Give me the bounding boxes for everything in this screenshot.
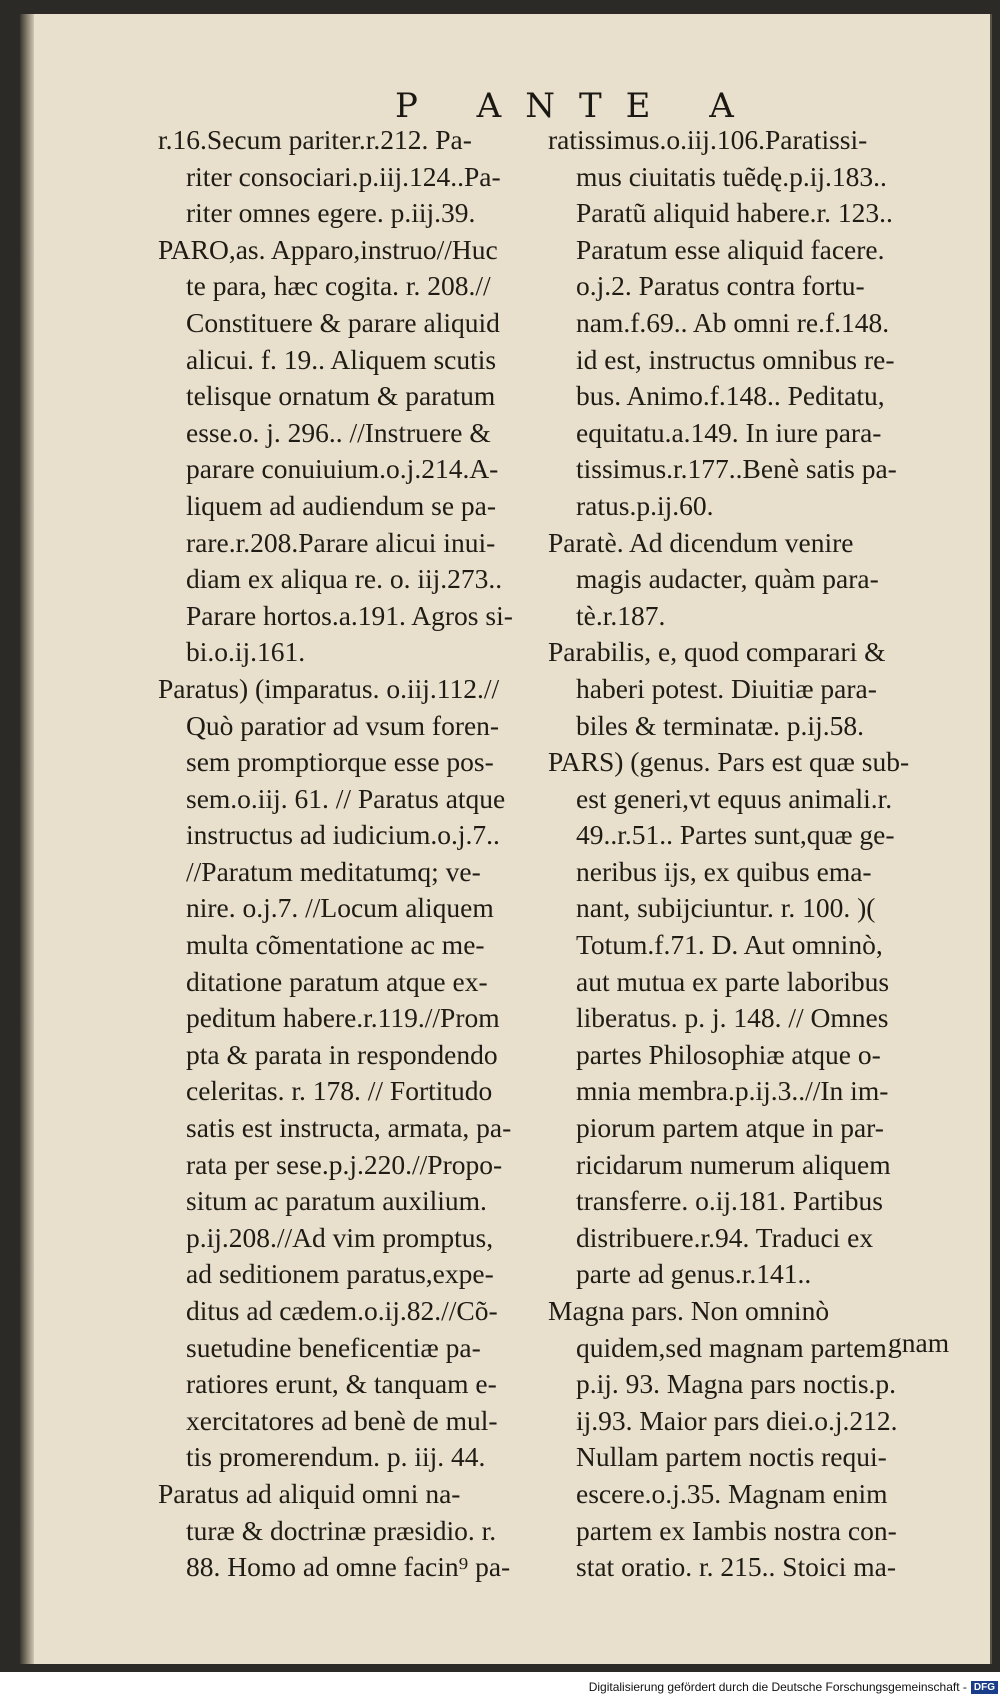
text-line: sem.o.iij. 61. // Paratus atque (186, 782, 506, 814)
text-line: p.ij. 93. Magna pars noctis.p. (576, 1368, 897, 1400)
page-gutter (20, 14, 34, 1664)
text-line: Parare hortos.a.191. Agros si- (186, 599, 513, 631)
text-line: Nullam partem noctis requi- (576, 1441, 887, 1473)
text-line: riter omnes egere. p.iij.39. (186, 197, 476, 229)
text-line: quidem,sed magnam partem. (576, 1331, 894, 1363)
text-line: distribuere.r.94. Traduci ex (576, 1221, 874, 1253)
text-line: mus ciuitatis tuẽdę.p.ij.183.. (576, 160, 887, 192)
right-column (548, 122, 958, 1586)
text-line: ratissimus.o.iij.106.Paratissi- (548, 124, 868, 155)
text-line: 49..r.51.. Partes sunt,quæ ge- (576, 819, 895, 851)
text-line: instructus ad iudicium.o.j.7.. (186, 819, 500, 851)
text-line: Paratè. Ad dicendum venire (548, 526, 854, 558)
text-line: tè.r.187. (576, 599, 666, 631)
digitization-footer (0, 1676, 998, 1698)
text-line: ditatione paratum atque ex- (186, 965, 488, 997)
text-line: celeritas. r. 178. // Fortitudo (186, 1075, 493, 1107)
text-line: PARO,as. Apparo,instruo//Huc (158, 233, 498, 265)
text-line: piorum partem atque in par- (576, 1112, 884, 1144)
text-line: ditus ad cædem.o.ij.82.//Cõ- (186, 1295, 498, 1326)
text-line: tissimus.r.177..Benè satis pa- (576, 453, 897, 485)
text-line: p.ij.208.//Ad vim promptus, (186, 1221, 494, 1253)
text-line: suetudine beneficentiæ pa- (186, 1331, 481, 1363)
text-line: aut mutua ex parte laboribus (576, 965, 890, 997)
text-line: transferre. o.ij.181. Partibus (576, 1185, 884, 1217)
text-line: rata per sese.p.j.220.//Propo- (186, 1148, 503, 1180)
catchword: gnam (888, 1327, 950, 1358)
text-line: haberi potest. Diuitiæ para- (576, 672, 877, 704)
text-line: Parabilis, e, quod comparari & (548, 636, 886, 668)
text-line: PARS) (genus. Pars est quæ sub- (548, 746, 910, 778)
text-line: Quò paratior ad vsum foren- (186, 709, 500, 741)
text-line: Paratũ aliquid habere.r. 123.. (576, 197, 893, 229)
text-line: Paratus ad aliquid omni na- (158, 1477, 461, 1509)
text-line: stat oratio. r. 215.. Stoici ma- (576, 1551, 897, 1583)
text-line: id est, instructus omnibus re- (576, 343, 895, 375)
text-line: mnia membra.p.ij.3..//In im- (576, 1075, 889, 1107)
text-line: riter consociari.p.iij.124..Pa- (186, 160, 501, 192)
text-line: pta & parata in respondendo (186, 1038, 498, 1070)
text-line: est generi,vt equus animali.r. (576, 782, 893, 814)
text-line: Paratus) (imparatus. o.iij.112.// (158, 672, 500, 704)
text-line: liberatus. p. j. 148. // Omnes (576, 1002, 889, 1034)
text-line: ratiores erunt, & tanquam e- (186, 1368, 497, 1400)
text-line: diam ex aliqua re. o. iij.273.. (186, 563, 503, 595)
text-line: parte ad genus.r.141.. (576, 1258, 812, 1290)
text-line: nire. o.j.7. //Locum aliquem (186, 892, 494, 924)
text-line: ratus.p.ij.60. (576, 489, 714, 521)
text-line: telisque ornatum & paratum (186, 380, 496, 412)
text-line: ij.93. Maior pars diei.o.j.212. (576, 1404, 898, 1436)
text-line: turæ & doctrinæ præsidio. r. (186, 1514, 497, 1546)
text-line: tis promerendum. p. iij. 44. (186, 1441, 486, 1473)
text-line: //Paratum meditatumq; ve- (186, 855, 481, 887)
text-line: liquem ad audiendum se pa- (186, 489, 497, 521)
text-line: Magna pars. Non omninò (548, 1295, 830, 1326)
text-line: situm ac paratum auxilium. (186, 1185, 487, 1217)
text-line: multa cõmentatione ac me- (186, 929, 485, 961)
text-line: te para, hæc cogita. r. 208.// (186, 270, 491, 302)
text-line: nant, subijciuntur. r. 100. )( (576, 892, 876, 924)
text-line: xercitatores ad benè de mul- (186, 1404, 498, 1436)
running-header: P ANTE A (395, 86, 758, 126)
text-line: neribus ijs, ex quibus ema- (576, 855, 872, 887)
text-line: biles & terminatæ. p.ij.58. (576, 709, 864, 741)
text-line: satis est instructa, armata, pa- (186, 1112, 512, 1144)
dfg-logo: DFG (971, 1681, 998, 1694)
text-line: 88. Homo ad omne facin⁹ pa- (186, 1551, 511, 1583)
text-line: equitatu.a.149. In iure para- (576, 416, 882, 448)
text-line: r.16.Secum pariter.r.212. Pa- (158, 124, 472, 155)
text-line: bi.o.ij.161. (186, 636, 306, 668)
text-line: peditum habere.r.119.//Prom (186, 1002, 500, 1034)
footer-credit-text: Digitalisierung gefördert durch die Deutsche Forschungsgemeinschaft - (588, 1680, 967, 1694)
text-line: parare conuiuium.o.j.214.A- (186, 453, 499, 485)
text-line: alicui. f. 19.. Aliquem scutis (186, 343, 497, 375)
text-line: ricidarum numerum aliquem (576, 1148, 891, 1180)
text-line: nam.f.69.. Ab omni re.f.148. (576, 306, 890, 338)
text-line: sem promptiorque esse pos- (186, 746, 494, 778)
text-line: o.j.2. Paratus contra fortu- (576, 270, 865, 302)
text-line: Constituere & parare aliquid (186, 306, 500, 338)
left-column (158, 122, 563, 1586)
text-line: esse.o. j. 296.. //Instruere & (186, 416, 491, 448)
text-line: partes Philosophiæ atque o- (576, 1038, 881, 1070)
text-line: escere.o.j.35. Magnam enim (576, 1477, 888, 1509)
text-line: bus. Animo.f.148.. Peditatu, (576, 380, 885, 412)
text-line: rare.r.208.Parare alicui inui- (186, 526, 496, 558)
text-line: ad seditionem paratus,expe- (186, 1258, 494, 1290)
text-line: partem ex Iambis nostra con- (576, 1514, 897, 1546)
text-line: Totum.f.71. D. Aut omninò, (576, 929, 883, 961)
text-line: Paratum esse aliquid facere. (576, 233, 885, 265)
text-line: magis audacter, quàm para- (576, 563, 879, 595)
